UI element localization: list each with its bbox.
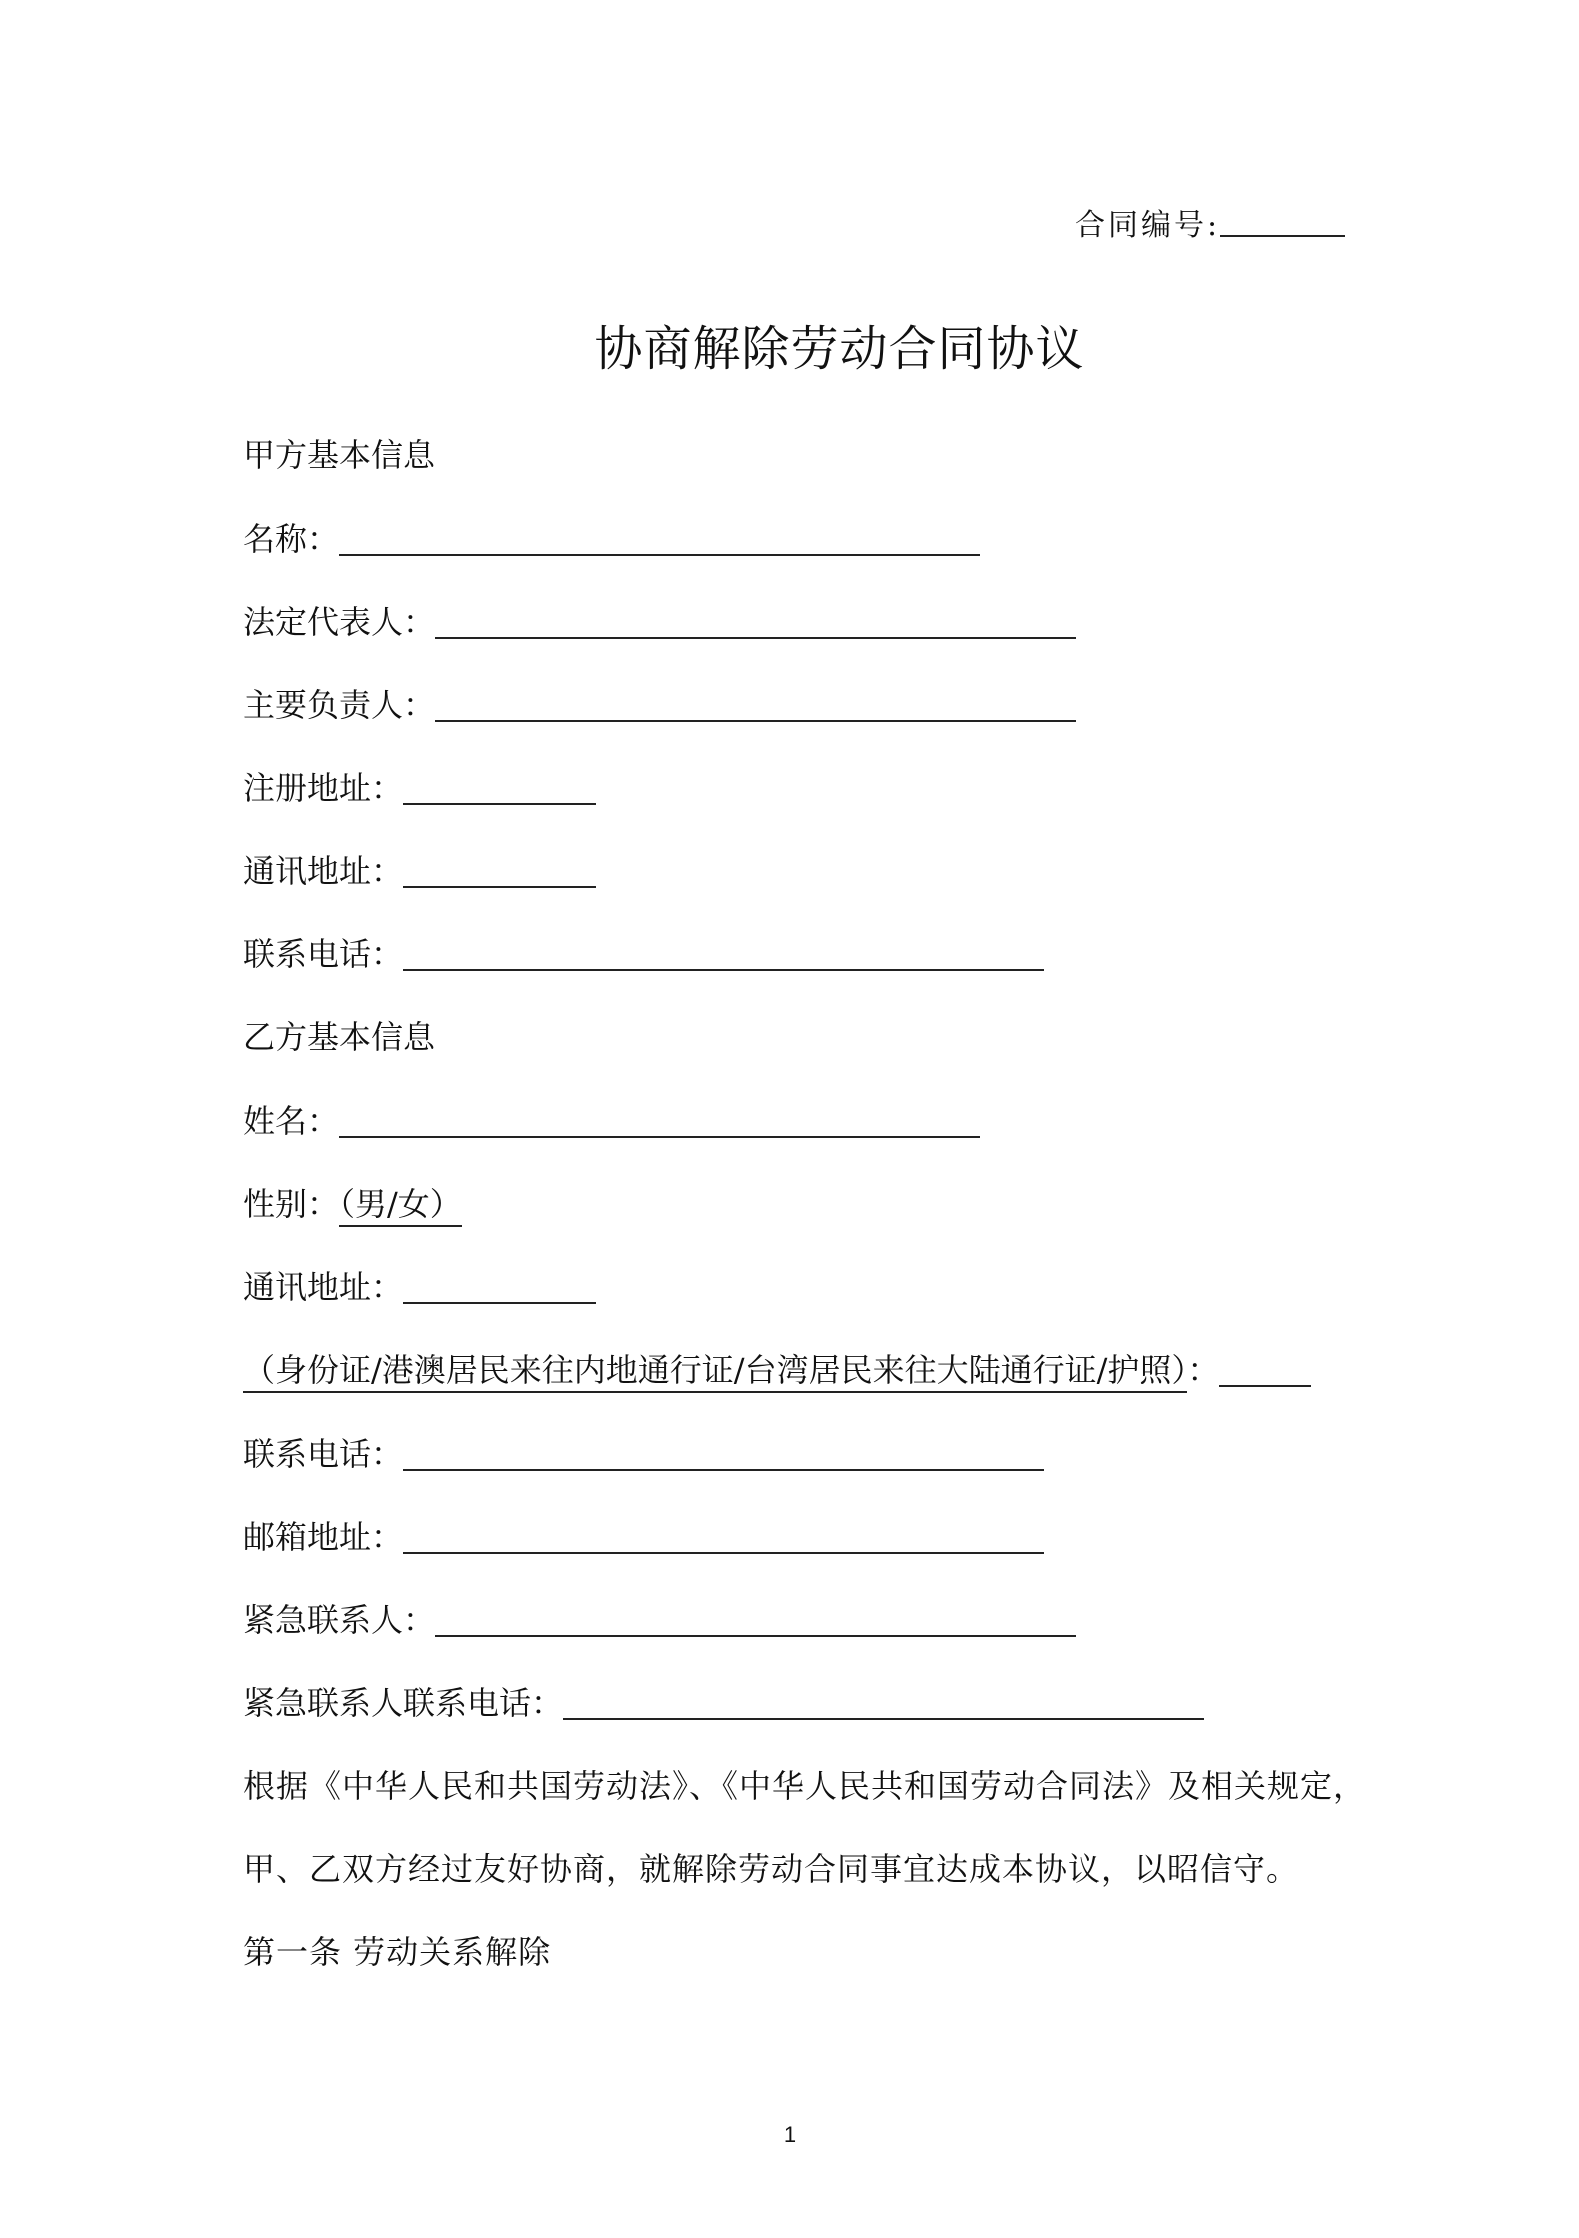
party-b-heading: 乙方基本信息 [243, 1018, 436, 1056]
party-a-reg-address-label: 注册地址： [243, 769, 404, 807]
party-a-legal-rep-label: 法定代表人： [243, 603, 436, 641]
party-b-id-row [243, 1350, 1311, 1390]
party-b-emergency-contact-row [243, 1600, 1076, 1640]
party-b-mail-address-blank[interactable] [403, 1270, 596, 1304]
document-title: 协商解除劳动合同协议 [594, 321, 1085, 377]
preamble-line-1: 根据《中华人民和共国劳动法》、《中华人民共和国劳动合同法》及相关规定， [243, 1767, 1367, 1805]
party-b-name-blank[interactable] [339, 1104, 980, 1138]
party-b-emergency-phone-label: 紧急联系人联系电话： [243, 1684, 564, 1722]
party-b-email-label: 邮箱地址： [243, 1518, 404, 1556]
party-b-phone-row [243, 1434, 1044, 1474]
party-a-heading: 甲方基本信息 [243, 436, 436, 474]
party-b-emergency-contact-blank[interactable] [435, 1603, 1076, 1637]
party-a-principal-label: 主要负责人： [243, 686, 436, 724]
article-1-heading: 第一条 劳动关系解除 [243, 1933, 552, 1971]
party-b-name-label: 姓名： [243, 1102, 340, 1140]
party-a-name-row [243, 519, 980, 559]
party-b-mail-address-row [243, 1267, 596, 1307]
party-a-mail-address-label: 通讯地址： [243, 852, 404, 890]
party-a-name-label: 名称： [243, 520, 340, 558]
party-a-legal-rep-blank[interactable] [435, 605, 1076, 639]
party-b-gender-options[interactable]: （男/女） [339, 1185, 462, 1227]
party-b-phone-blank[interactable] [403, 1437, 1044, 1471]
party-b-name-row [243, 1101, 980, 1141]
party-b-mail-address-label: 通讯地址： [243, 1268, 404, 1306]
party-b-emergency-phone-row [243, 1683, 1204, 1723]
party-b-email-blank[interactable] [403, 1520, 1044, 1554]
party-a-reg-address-row [243, 768, 596, 808]
party-a-name-blank[interactable] [339, 522, 980, 556]
party-b-phone-label: 联系电话： [243, 1435, 404, 1473]
party-a-phone-blank[interactable] [403, 937, 1044, 971]
party-a-legal-rep-row [243, 602, 1076, 642]
contract-number-label: 合同编号: [1075, 208, 1221, 243]
party-b-gender-row [243, 1184, 462, 1224]
party-a-phone-row [243, 934, 1044, 974]
party-a-mail-address-row [243, 851, 596, 891]
page-number: 1 [783, 2122, 797, 2147]
party-a-mail-address-blank[interactable] [403, 854, 596, 888]
party-a-principal-row [243, 685, 1076, 725]
party-a-principal-blank[interactable] [435, 688, 1076, 722]
party-a-reg-address-blank[interactable] [403, 771, 596, 805]
party-b-emergency-phone-blank[interactable] [563, 1686, 1204, 1720]
party-b-id-type-options[interactable]: （身份证/港澳居民来往内地通行证/台湾居民来往大陆通行证/护照） [243, 1351, 1187, 1393]
contract-number-blank[interactable] [1220, 209, 1345, 237]
party-b-gender-label: 性别： [243, 1185, 340, 1223]
party-b-id-colon: ： [1187, 1351, 1220, 1389]
contract-number [1075, 200, 1345, 244]
party-a-phone-label: 联系电话： [243, 935, 404, 973]
party-b-email-row [243, 1517, 1044, 1557]
party-b-emergency-contact-label: 紧急联系人： [243, 1601, 436, 1639]
preamble-line-2: 甲、乙双方经过友好协商，就解除劳动合同事宜达成本协议，以昭信守。 [243, 1850, 1300, 1888]
party-b-id-number-blank[interactable] [1219, 1353, 1311, 1387]
